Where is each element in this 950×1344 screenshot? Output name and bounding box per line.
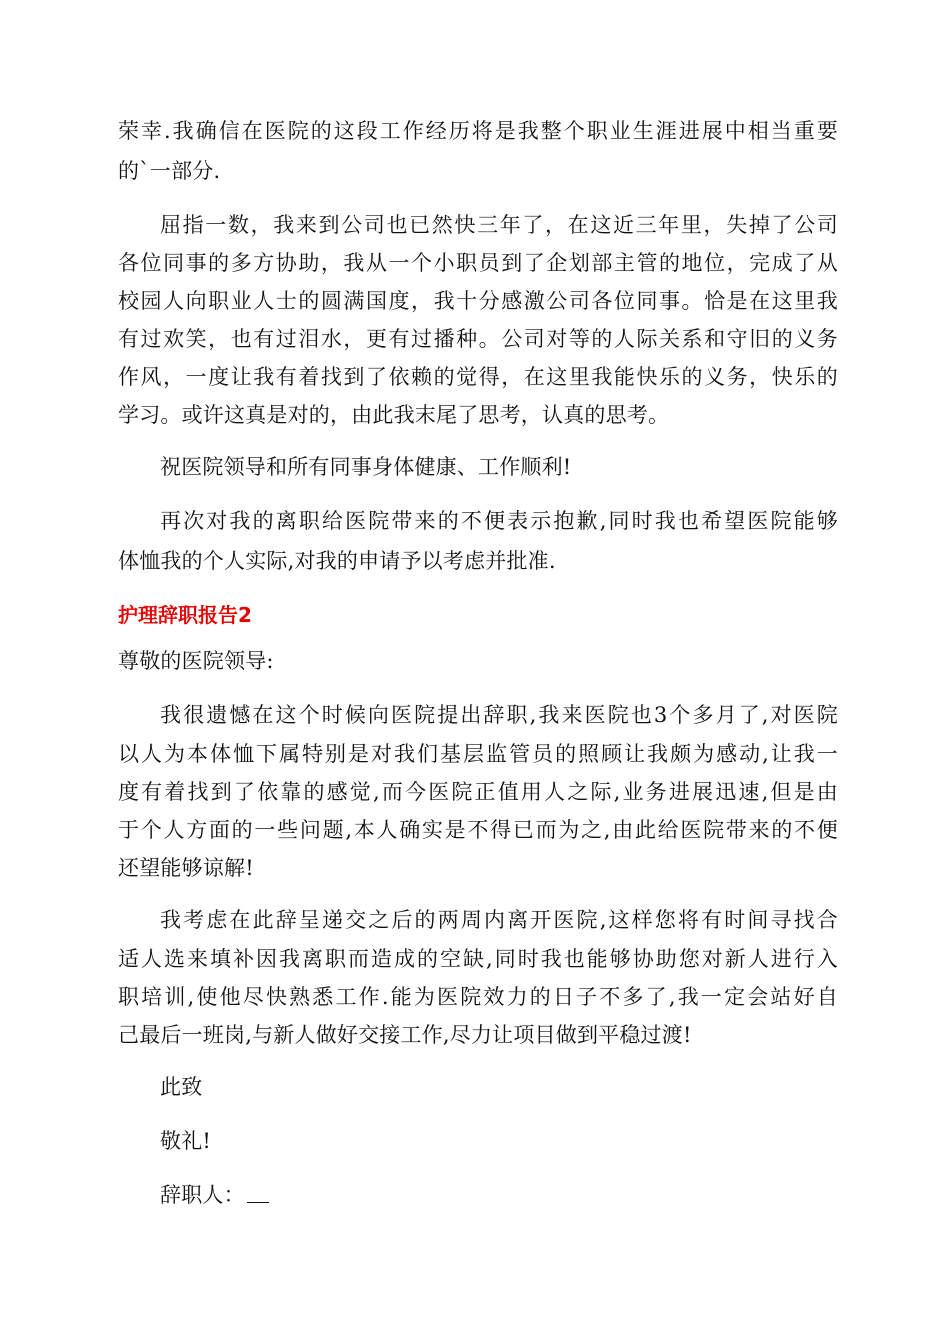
signature-line xyxy=(160,1176,838,1214)
signature-label: 辞职人： xyxy=(160,1183,245,1207)
paragraph-line: 再次对我的离职给医院带来的不便表示抱歉,同时我也希望医院能够 xyxy=(160,509,838,533)
paragraph-line: 我考虑在此辞呈递交之后的两周内离开医院,这样您将有时间寻找合 xyxy=(160,908,838,932)
paragraph-line: 还望能够谅解! xyxy=(118,856,254,880)
paragraph-line: 以人为本体恤下属特别是对我们基层监管员的照顾让我颇为感动,让我一 xyxy=(118,742,838,766)
signature-blank xyxy=(247,1176,269,1203)
paragraph-line: 的`一部分. xyxy=(118,159,221,183)
paragraph-line: 适人选来填补因我离职而造成的空缺,同时我也能够协助您对新人进行入 xyxy=(118,947,838,971)
paragraph-line: 职培训,使他尽快熟悉工作.能为医院效力的日子不多了,我一定会站好自 xyxy=(118,985,838,1009)
section-heading: 护理辞职报告2 xyxy=(118,603,252,627)
paragraph-line: 作风，一度让我有着找到了依赖的觉得，在这里我能快乐的义务，快乐的 xyxy=(118,365,838,389)
paragraph-line: 有过欢笑，也有过泪水，更有过播种。公司对等的人际关系和守旧的义务 xyxy=(118,327,838,351)
paragraph-line: 各位同事的多方协助，我从一个小职员到了企划部主管的地位，完成了从 xyxy=(118,251,838,275)
salutation: 尊敬的医院领导: xyxy=(118,649,274,673)
paragraph-line: 度有着找到了依靠的感觉,而今医院正值用人之际,业务进展迅速,但是由 xyxy=(118,780,838,804)
paragraph-line: 屈指一数，我来到公司也已然快三年了，在这近三年里，失掉了公司 xyxy=(160,213,838,237)
closing-line: 此致 xyxy=(160,1075,203,1099)
paragraph-line: 体恤我的个人实际,对我的申请予以考虑并批准. xyxy=(118,549,556,573)
paragraph-line: 校园人向职业人士的圆满国度，我十分感激公司各位同事。恰是在这里我 xyxy=(118,289,838,313)
closing-line: 敬礼! xyxy=(160,1129,212,1153)
paragraph-line: 学习。或许这真是对的，由此我末尾了思考，认真的思考。 xyxy=(118,403,670,427)
paragraph-line: 荣幸.我确信在医院的这段工作经历将是我整个职业生涯进展中相当重要 xyxy=(118,119,838,143)
paragraph-line: 于个人方面的一些问题,本人确实是不得已而为之,由此给医院带来的不便 xyxy=(118,818,838,842)
paragraph-line: 祝医院领导和所有同事身体健康、工作顺利! xyxy=(160,455,572,479)
paragraph-line: 己最后一班岗,与新人做好交接工作,尽力让项目做到平稳过渡! xyxy=(118,1023,692,1047)
paragraph-line: 我很遗憾在这个时候向医院提出辞职,我来医院也3个多月了,对医院 xyxy=(160,703,838,727)
